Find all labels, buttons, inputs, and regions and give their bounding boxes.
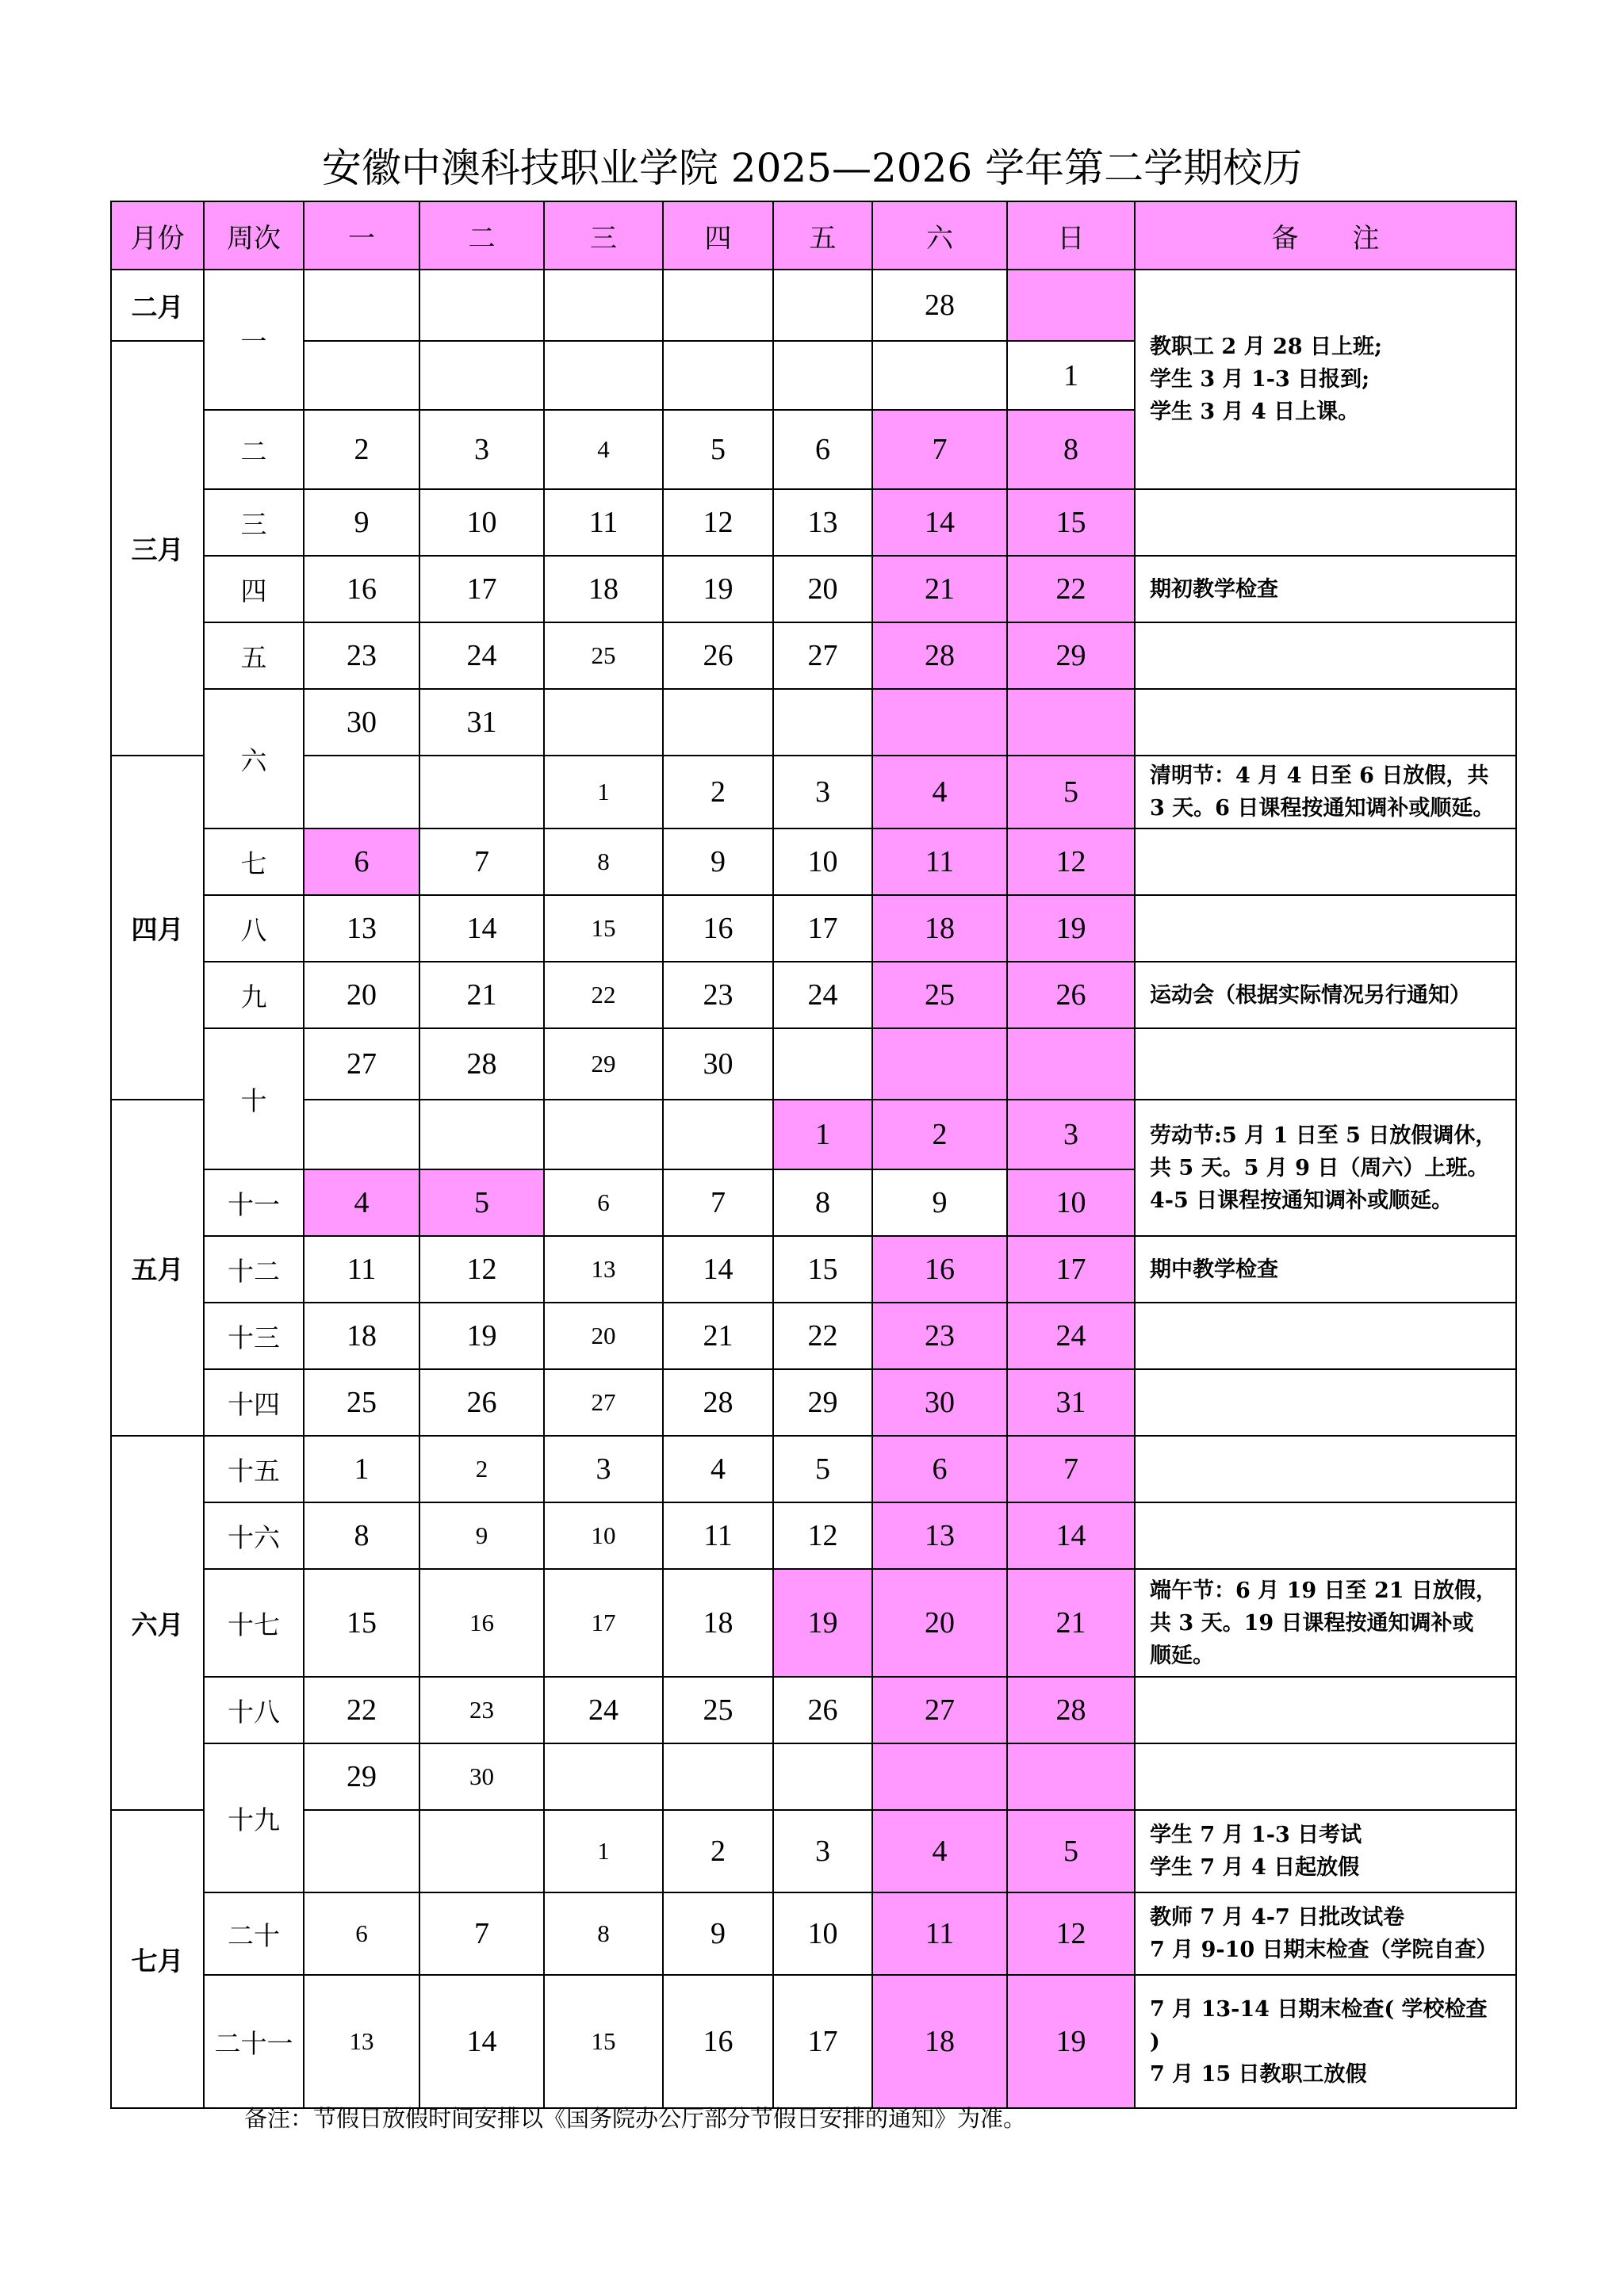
day-cell-wed xyxy=(544,1100,663,1169)
note-line: 学生 7 月 1-3 日考试 xyxy=(1150,1823,1362,1847)
day-cell-tue: 16 xyxy=(419,1569,544,1677)
week-cell-w12: 十二 xyxy=(204,1236,304,1303)
day-cell-wed: 8 xyxy=(544,828,663,895)
day-cell-sun: 17 xyxy=(1007,1236,1135,1303)
day-cell-fri xyxy=(773,270,872,341)
header-thu: 四 xyxy=(663,201,773,270)
note-cell-w12: 期中教学检查 xyxy=(1135,1236,1516,1303)
day-cell-thu: 2 xyxy=(663,1810,773,1892)
note-line: 共 5 天。5 月 9 日（周六）上班。 xyxy=(1150,1155,1489,1181)
calendar-row xyxy=(111,895,1516,962)
day-cell-fri: 17 xyxy=(773,895,872,962)
day-cell-thu xyxy=(663,1100,773,1169)
day-cell-mon: 18 xyxy=(304,1303,419,1369)
day-cell-wed: 22 xyxy=(544,962,663,1028)
day-cell-tue: 17 xyxy=(419,556,544,622)
month-cell-jun: 六月 xyxy=(111,1436,204,1810)
day-cell-sat: 11 xyxy=(872,828,1007,895)
day-cell-sun: 19 xyxy=(1007,1975,1135,2108)
day-cell-sun: 10 xyxy=(1007,1169,1135,1236)
day-cell-sat: 25 xyxy=(872,962,1007,1028)
note-cell-empty xyxy=(1135,1436,1516,1502)
note-line: 学生 3 月 4 日上课。 xyxy=(1150,400,1360,424)
day-cell-mon: 27 xyxy=(304,1028,419,1100)
day-cell-thu: 19 xyxy=(663,556,773,622)
day-cell-fri: 10 xyxy=(773,1892,872,1975)
note-cell-w9: 运动会（根据实际情况另行通知） xyxy=(1135,962,1516,1028)
month-cell-feb: 二月 xyxy=(111,270,204,341)
day-cell-sun xyxy=(1007,270,1135,341)
day-cell-mon: 4 xyxy=(304,1169,419,1236)
day-cell-sat: 13 xyxy=(872,1502,1007,1569)
calendar-row xyxy=(111,1436,1516,1502)
day-cell-sat: 20 xyxy=(872,1569,1007,1677)
day-cell-thu: 7 xyxy=(663,1169,773,1236)
day-cell-wed: 15 xyxy=(544,1975,663,2108)
week-cell-w14: 十四 xyxy=(204,1369,304,1436)
day-cell-tue: 14 xyxy=(419,1975,544,2108)
note-cell-labor xyxy=(1135,1100,1516,1236)
calendar-row xyxy=(111,1569,1516,1677)
week-cell-w19: 十九 xyxy=(204,1743,304,1892)
day-cell-mon: 30 xyxy=(304,689,419,756)
day-cell-wed: 25 xyxy=(544,622,663,689)
day-cell-tue: 12 xyxy=(419,1236,544,1303)
calendar-row xyxy=(111,1303,1516,1369)
day-cell-thu: 12 xyxy=(663,489,773,556)
calendar-row xyxy=(111,1892,1516,1975)
day-cell-sat: 30 xyxy=(872,1369,1007,1436)
day-cell-fri: 19 xyxy=(773,1569,872,1677)
week-cell-w9: 九 xyxy=(204,962,304,1028)
day-cell-sun: 5 xyxy=(1007,756,1135,828)
note-cell-empty xyxy=(1135,689,1516,756)
note-cell-duanwu xyxy=(1135,1569,1516,1677)
day-cell-fri xyxy=(773,689,872,756)
day-cell-sat xyxy=(872,341,1007,410)
day-cell-thu: 9 xyxy=(663,1892,773,1975)
day-cell-sat: 28 xyxy=(872,270,1007,341)
week-cell-w10: 十 xyxy=(204,1028,304,1169)
day-cell-thu: 2 xyxy=(663,756,773,828)
day-cell-thu: 5 xyxy=(663,410,773,489)
day-cell-thu: 26 xyxy=(663,622,773,689)
day-cell-sat: 6 xyxy=(872,1436,1007,1502)
header-mon: 一 xyxy=(304,201,419,270)
note-cell-empty xyxy=(1135,1502,1516,1569)
day-cell-mon xyxy=(304,1100,419,1169)
note-line: 教职工 2 月 28 日上班; xyxy=(1150,335,1382,359)
note-cell-start xyxy=(1135,270,1516,489)
day-cell-sat: 28 xyxy=(872,622,1007,689)
note-line: 劳动节:5 月 1 日至 5 日放假调休， xyxy=(1150,1123,1497,1148)
day-cell-sun xyxy=(1007,689,1135,756)
day-cell-mon: 6 xyxy=(304,828,419,895)
day-cell-fri: 12 xyxy=(773,1502,872,1569)
calendar-row xyxy=(111,1975,1516,2108)
day-cell-wed: 18 xyxy=(544,556,663,622)
week-cell-w15: 十五 xyxy=(204,1436,304,1502)
day-cell-wed: 29 xyxy=(544,1028,663,1100)
day-cell-thu: 25 xyxy=(663,1677,773,1743)
day-cell-mon: 9 xyxy=(304,489,419,556)
day-cell-sun: 28 xyxy=(1007,1677,1135,1743)
calendar-row xyxy=(111,962,1516,1028)
week-cell-w2: 二 xyxy=(204,410,304,489)
day-cell-mon xyxy=(304,270,419,341)
day-cell-sat: 16 xyxy=(872,1236,1007,1303)
day-cell-fri: 17 xyxy=(773,1975,872,2108)
day-cell-mon: 20 xyxy=(304,962,419,1028)
day-cell-sat: 23 xyxy=(872,1303,1007,1369)
note-line: 清明节：4 月 4 日至 6 日放假，共 xyxy=(1150,763,1489,788)
day-cell-tue: 10 xyxy=(419,489,544,556)
day-cell-sun: 19 xyxy=(1007,895,1135,962)
day-cell-fri: 3 xyxy=(773,756,872,828)
calendar-row xyxy=(111,622,1516,689)
day-cell-tue: 26 xyxy=(419,1369,544,1436)
calendar-row xyxy=(111,756,1516,828)
note-line: 端午节：6 月 19 日至 21 日放假， xyxy=(1150,1578,1497,1603)
day-cell-mon: 22 xyxy=(304,1677,419,1743)
day-cell-thu: 30 xyxy=(663,1028,773,1100)
calendar-row xyxy=(111,1677,1516,1743)
day-cell-fri: 26 xyxy=(773,1677,872,1743)
day-cell-wed: 11 xyxy=(544,489,663,556)
calendar-row xyxy=(111,828,1516,895)
day-cell-thu: 18 xyxy=(663,1569,773,1677)
calendar-row xyxy=(111,556,1516,622)
day-cell-tue: 7 xyxy=(419,828,544,895)
note-cell-empty xyxy=(1135,895,1516,962)
note-cell-empty xyxy=(1135,828,1516,895)
week-cell-w16: 十六 xyxy=(204,1502,304,1569)
day-cell-fri: 24 xyxy=(773,962,872,1028)
day-cell-sun: 12 xyxy=(1007,1892,1135,1975)
day-cell-tue xyxy=(419,270,544,341)
note-cell-empty xyxy=(1135,1743,1516,1810)
day-cell-mon: 13 xyxy=(304,895,419,962)
note-line: 顺延。 xyxy=(1150,1643,1214,1668)
calendar-row xyxy=(111,1369,1516,1436)
day-cell-thu xyxy=(663,270,773,341)
day-cell-sun xyxy=(1007,1743,1135,1810)
day-cell-sun: 31 xyxy=(1007,1369,1135,1436)
note-cell-empty xyxy=(1135,489,1516,556)
day-cell-mon: 23 xyxy=(304,622,419,689)
day-cell-tue: 31 xyxy=(419,689,544,756)
day-cell-mon: 29 xyxy=(304,1743,419,1810)
note-line: 学生 7 月 4 日起放假 xyxy=(1150,1855,1360,1880)
day-cell-wed: 24 xyxy=(544,1677,663,1743)
day-cell-thu: 16 xyxy=(663,895,773,962)
day-cell-thu xyxy=(663,341,773,410)
day-cell-fri: 20 xyxy=(773,556,872,622)
day-cell-wed xyxy=(544,270,663,341)
day-cell-wed: 13 xyxy=(544,1236,663,1303)
day-cell-tue xyxy=(419,756,544,828)
day-cell-sun: 7 xyxy=(1007,1436,1135,1502)
calendar-row xyxy=(111,1028,1516,1100)
week-cell-w20: 二十 xyxy=(204,1892,304,1975)
day-cell-tue: 21 xyxy=(419,962,544,1028)
day-cell-fri: 5 xyxy=(773,1436,872,1502)
day-cell-sat: 14 xyxy=(872,489,1007,556)
header-sat: 六 xyxy=(872,201,1007,270)
day-cell-thu: 21 xyxy=(663,1303,773,1369)
day-cell-fri: 29 xyxy=(773,1369,872,1436)
week-cell-w6: 六 xyxy=(204,689,304,828)
header-row xyxy=(111,201,1516,270)
day-cell-tue: 23 xyxy=(419,1677,544,1743)
day-cell-sun: 1 xyxy=(1007,341,1135,410)
day-cell-tue: 19 xyxy=(419,1303,544,1369)
day-cell-wed: 1 xyxy=(544,756,663,828)
header-sun: 日 xyxy=(1007,201,1135,270)
day-cell-wed: 1 xyxy=(544,1810,663,1892)
day-cell-sat xyxy=(872,1743,1007,1810)
calendar-row xyxy=(111,689,1516,756)
day-cell-sun: 24 xyxy=(1007,1303,1135,1369)
day-cell-thu: 16 xyxy=(663,1975,773,2108)
day-cell-thu: 28 xyxy=(663,1369,773,1436)
day-cell-fri: 22 xyxy=(773,1303,872,1369)
day-cell-tue: 2 xyxy=(419,1436,544,1502)
day-cell-wed xyxy=(544,689,663,756)
calendar-row xyxy=(111,1236,1516,1303)
note-cell-qingming xyxy=(1135,756,1516,828)
week-cell-w5: 五 xyxy=(204,622,304,689)
note-line: 学生 3 月 1-3 日报到; xyxy=(1150,367,1370,392)
day-cell-thu xyxy=(663,1743,773,1810)
header-notes: 备 注 xyxy=(1135,201,1516,270)
school-calendar-table xyxy=(110,201,1517,2109)
day-cell-sat xyxy=(872,689,1007,756)
day-cell-sun: 22 xyxy=(1007,556,1135,622)
header-wed: 三 xyxy=(544,201,663,270)
day-cell-tue: 28 xyxy=(419,1028,544,1100)
day-cell-fri xyxy=(773,1028,872,1100)
day-cell-wed: 17 xyxy=(544,1569,663,1677)
day-cell-thu xyxy=(663,689,773,756)
day-cell-sat: 4 xyxy=(872,756,1007,828)
day-cell-wed: 6 xyxy=(544,1169,663,1236)
day-cell-tue: 9 xyxy=(419,1502,544,1569)
day-cell-fri xyxy=(773,341,872,410)
day-cell-sun: 14 xyxy=(1007,1502,1135,1569)
note-cell-w4: 期初教学检查 xyxy=(1135,556,1516,622)
day-cell-thu: 11 xyxy=(663,1502,773,1569)
note-cell-empty xyxy=(1135,1677,1516,1743)
day-cell-mon: 6 xyxy=(304,1892,419,1975)
day-cell-sun: 8 xyxy=(1007,410,1135,489)
header-tue: 二 xyxy=(419,201,544,270)
day-cell-mon: 25 xyxy=(304,1369,419,1436)
day-cell-tue: 3 xyxy=(419,410,544,489)
week-cell-w17: 十七 xyxy=(204,1569,304,1677)
day-cell-fri xyxy=(773,1743,872,1810)
day-cell-thu: 4 xyxy=(663,1436,773,1502)
day-cell-sat: 11 xyxy=(872,1892,1007,1975)
day-cell-tue: 5 xyxy=(419,1169,544,1236)
day-cell-fri: 6 xyxy=(773,410,872,489)
note-cell-w20 xyxy=(1135,1892,1516,1975)
day-cell-wed: 10 xyxy=(544,1502,663,1569)
day-cell-tue xyxy=(419,1810,544,1892)
day-cell-sun: 3 xyxy=(1007,1100,1135,1169)
calendar-row xyxy=(111,1100,1516,1169)
week-cell-w4: 四 xyxy=(204,556,304,622)
day-cell-wed xyxy=(544,341,663,410)
day-cell-sat: 7 xyxy=(872,410,1007,489)
day-cell-wed xyxy=(544,1743,663,1810)
week-cell-w13: 十三 xyxy=(204,1303,304,1369)
day-cell-wed: 15 xyxy=(544,895,663,962)
week-cell-w7: 七 xyxy=(204,828,304,895)
day-cell-thu: 9 xyxy=(663,828,773,895)
week-cell-w18: 十八 xyxy=(204,1677,304,1743)
note-line: 教师 7 月 4-7 日批改试卷 xyxy=(1150,1905,1405,1930)
footnote: 备注：节假日放假时间安排以《国务院办公厅部分节假日安排的通知》为准。 xyxy=(244,2105,1027,2132)
day-cell-sat: 9 xyxy=(872,1169,1007,1236)
day-cell-mon: 15 xyxy=(304,1569,419,1677)
day-cell-sat: 4 xyxy=(872,1810,1007,1892)
note-line: 7 月 13-14 日期末检查( 学校检查 ) xyxy=(1150,1996,1488,2054)
note-cell-empty xyxy=(1135,1303,1516,1369)
day-cell-mon: 1 xyxy=(304,1436,419,1502)
day-cell-mon: 2 xyxy=(304,410,419,489)
note-cell-w21 xyxy=(1135,1975,1516,2108)
day-cell-fri: 15 xyxy=(773,1236,872,1303)
calendar-row xyxy=(111,1810,1516,1892)
day-cell-wed: 27 xyxy=(544,1369,663,1436)
note-cell-empty xyxy=(1135,1028,1516,1100)
day-cell-tue: 24 xyxy=(419,622,544,689)
week-cell-w11: 十一 xyxy=(204,1169,304,1236)
day-cell-sun: 26 xyxy=(1007,962,1135,1028)
month-cell-jul: 七月 xyxy=(111,1810,204,2108)
day-cell-tue: 30 xyxy=(419,1743,544,1810)
calendar-row xyxy=(111,270,1516,341)
header-month: 月份 xyxy=(111,201,204,270)
day-cell-sat: 27 xyxy=(872,1677,1007,1743)
note-cell-empty xyxy=(1135,1369,1516,1436)
day-cell-sat: 2 xyxy=(872,1100,1007,1169)
day-cell-wed: 20 xyxy=(544,1303,663,1369)
day-cell-wed: 8 xyxy=(544,1892,663,1975)
day-cell-mon: 16 xyxy=(304,556,419,622)
calendar-row xyxy=(111,489,1516,556)
day-cell-tue: 7 xyxy=(419,1892,544,1975)
note-cell-exam xyxy=(1135,1810,1516,1892)
day-cell-sat: 21 xyxy=(872,556,1007,622)
day-cell-sun: 29 xyxy=(1007,622,1135,689)
day-cell-mon: 13 xyxy=(304,1975,419,2108)
note-line: 7 月 15 日教职工放假 xyxy=(1150,2061,1367,2087)
day-cell-fri: 27 xyxy=(773,622,872,689)
day-cell-thu: 14 xyxy=(663,1236,773,1303)
month-cell-mar: 三月 xyxy=(111,341,204,756)
day-cell-mon xyxy=(304,756,419,828)
day-cell-sat xyxy=(872,1028,1007,1100)
day-cell-sun xyxy=(1007,1028,1135,1100)
week-cell-w21: 二十一 xyxy=(204,1975,304,2108)
day-cell-mon: 8 xyxy=(304,1502,419,1569)
day-cell-thu: 23 xyxy=(663,962,773,1028)
day-cell-sun: 5 xyxy=(1007,1810,1135,1892)
note-line: 共 3 天。19 日课程按通知调补或 xyxy=(1150,1610,1474,1636)
page-title: 安徽中澳科技职业学院 2025—2026 学年第二学期校历 xyxy=(321,145,1303,191)
day-cell-mon: 11 xyxy=(304,1236,419,1303)
calendar-row xyxy=(111,1502,1516,1569)
note-cell-empty xyxy=(1135,622,1516,689)
day-cell-sun: 15 xyxy=(1007,489,1135,556)
day-cell-fri: 13 xyxy=(773,489,872,556)
week-cell-w8: 八 xyxy=(204,895,304,962)
month-cell-may: 五月 xyxy=(111,1100,204,1436)
day-cell-wed: 3 xyxy=(544,1436,663,1502)
note-line: 4-5 日课程按通知调补或顺延。 xyxy=(1150,1188,1454,1213)
day-cell-sat: 18 xyxy=(872,1975,1007,2108)
note-line: 3 天。6 日课程按通知调补或顺延。 xyxy=(1150,796,1495,821)
week-cell-w1: 一 xyxy=(204,270,304,410)
calendar-row xyxy=(111,1743,1516,1810)
note-line: 7 月 9-10 日期末检查（学院自查） xyxy=(1150,1938,1498,1962)
week-cell-w3: 三 xyxy=(204,489,304,556)
day-cell-fri: 10 xyxy=(773,828,872,895)
day-cell-fri: 8 xyxy=(773,1169,872,1236)
day-cell-sun: 21 xyxy=(1007,1569,1135,1677)
day-cell-fri: 1 xyxy=(773,1100,872,1169)
day-cell-mon xyxy=(304,1810,419,1892)
day-cell-sat: 18 xyxy=(872,895,1007,962)
day-cell-wed: 4 xyxy=(544,410,663,489)
day-cell-tue: 14 xyxy=(419,895,544,962)
day-cell-tue xyxy=(419,341,544,410)
day-cell-fri: 3 xyxy=(773,1810,872,1892)
day-cell-tue xyxy=(419,1100,544,1169)
header-week: 周次 xyxy=(204,201,304,270)
day-cell-mon xyxy=(304,341,419,410)
month-cell-apr: 四月 xyxy=(111,756,204,1100)
header-fri: 五 xyxy=(773,201,872,270)
day-cell-sun: 12 xyxy=(1007,828,1135,895)
